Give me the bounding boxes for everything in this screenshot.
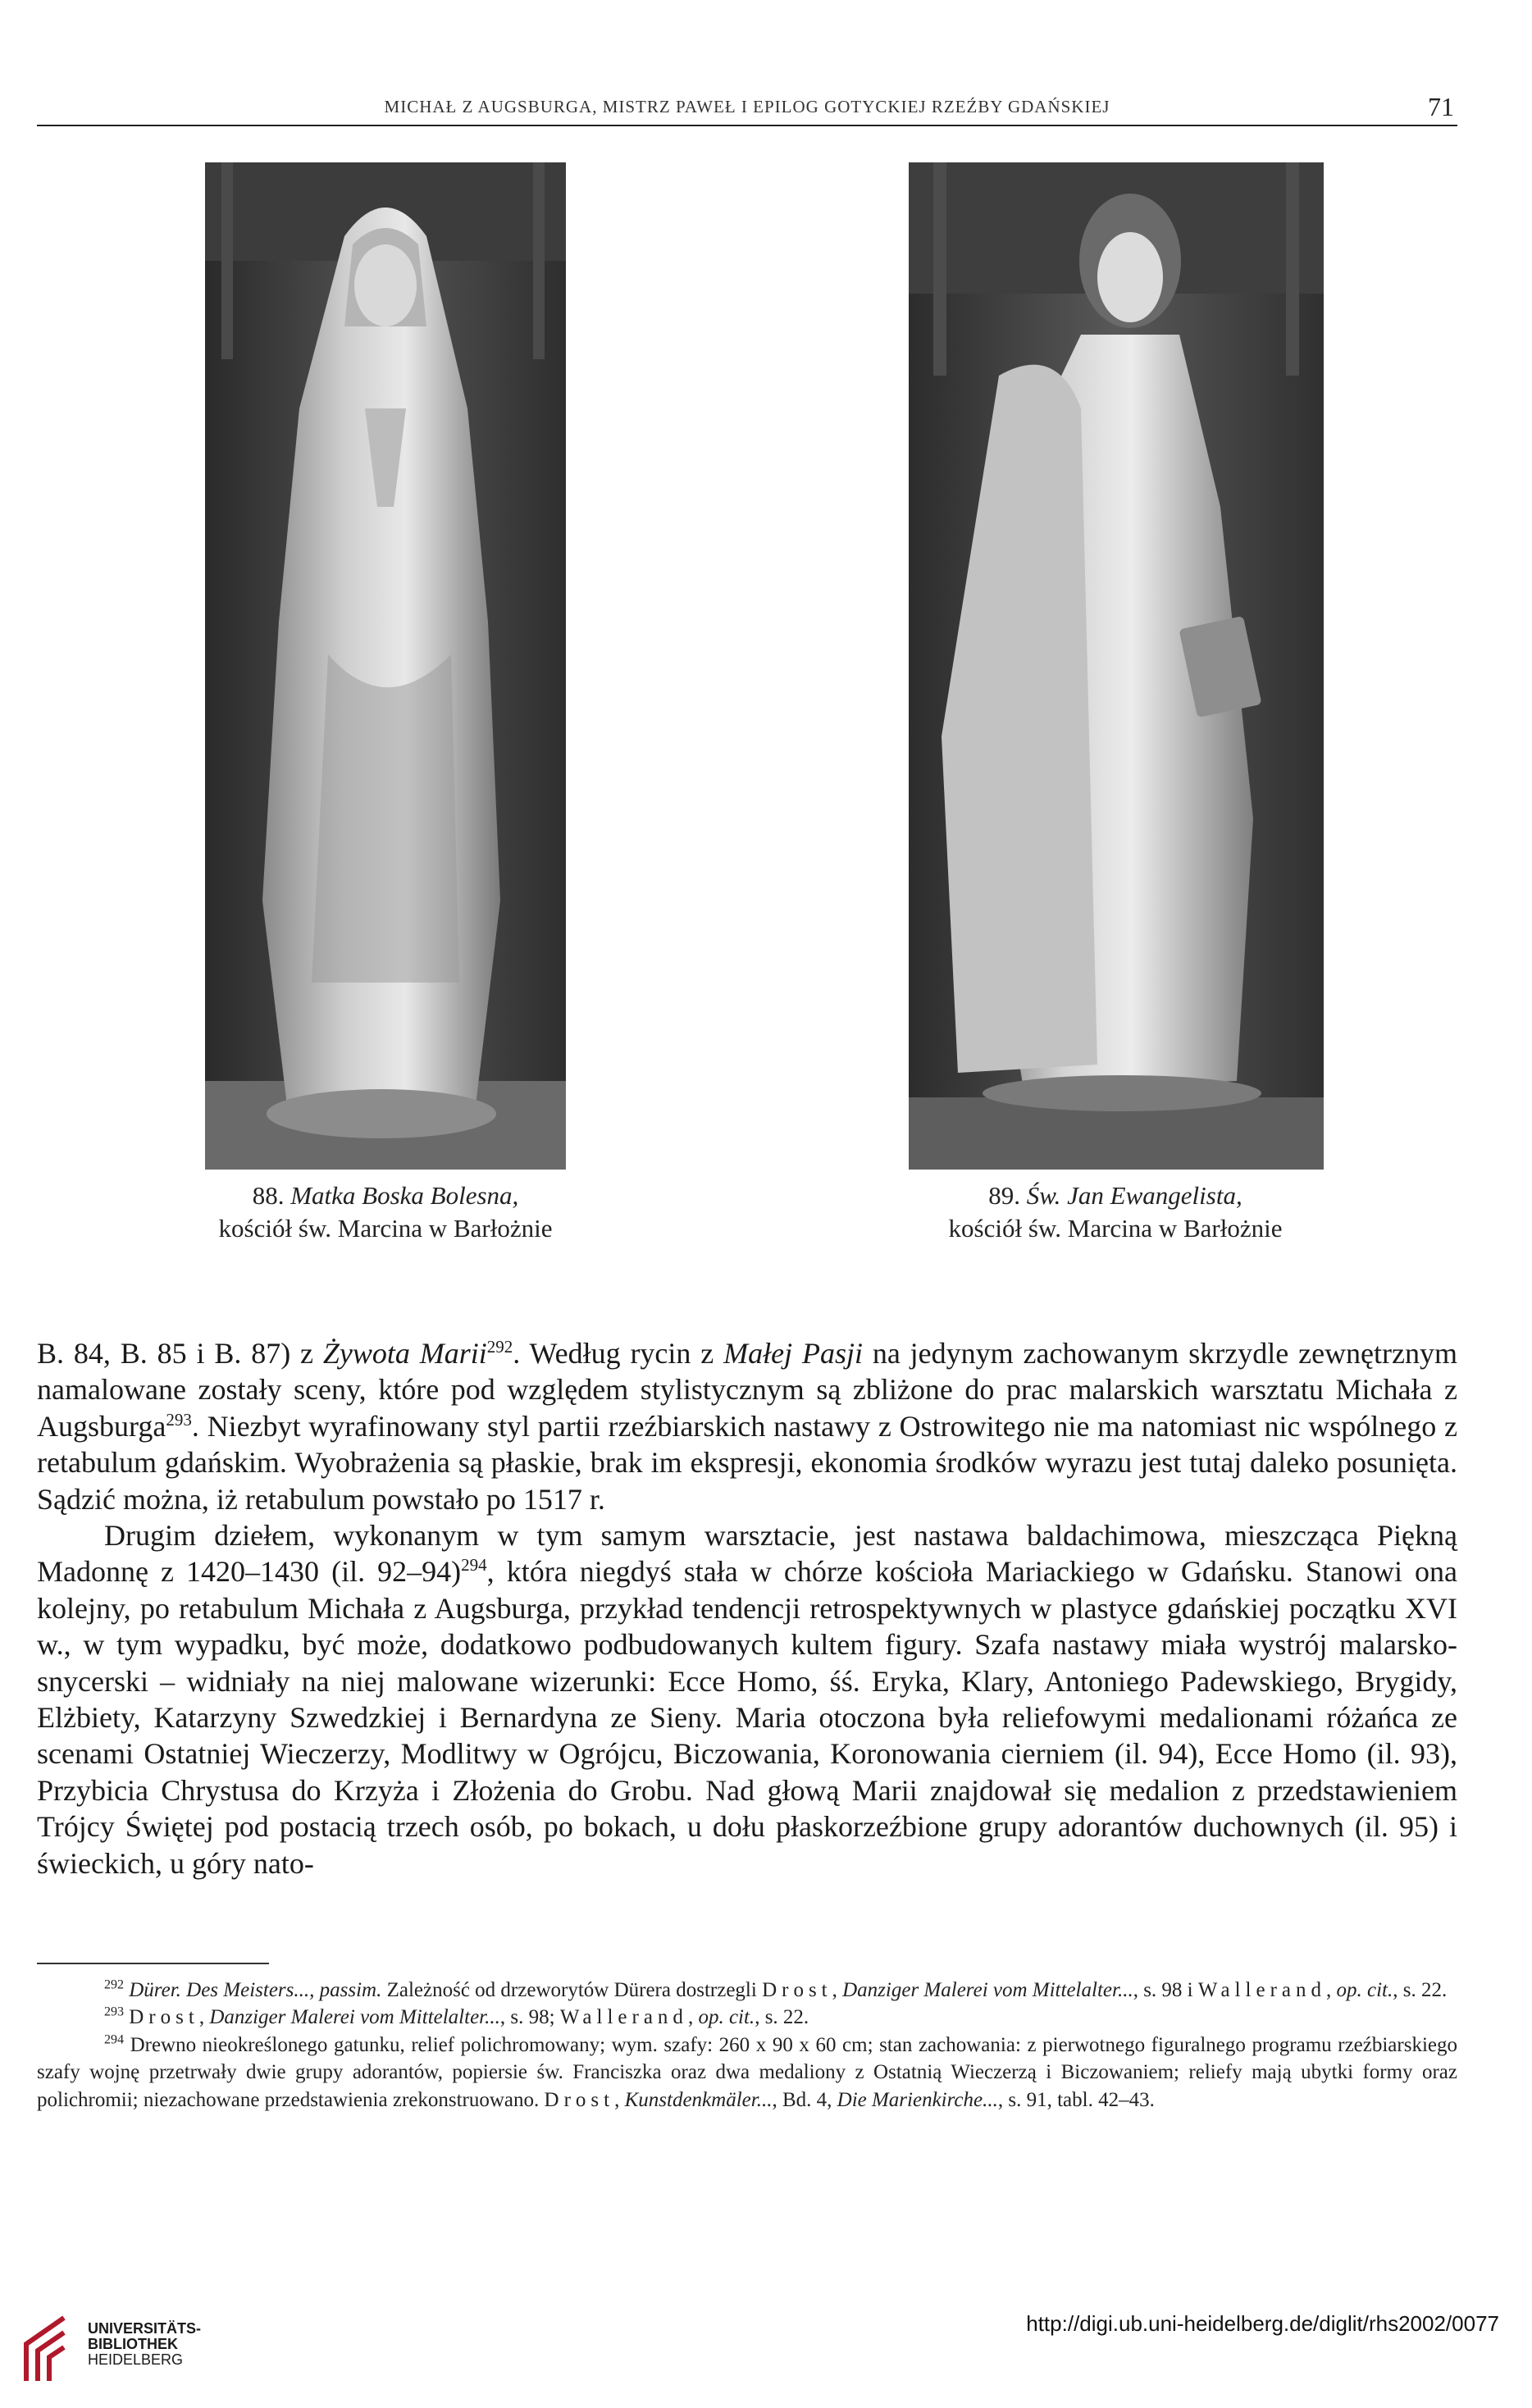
footnotes <box>37 1977 1457 2114</box>
footnote-293-number: 293 <box>104 2005 124 2020</box>
library-name-line-3: HEIDELBERG <box>88 2351 184 2368</box>
fn292-e: Danziger Malerei vom Mittelalter... <box>842 1979 1133 2001</box>
library-name-line-2: BIBLIOTHEK <box>88 2336 178 2352</box>
p1-title-mala-pasja: Małej Pasji <box>723 1337 863 1370</box>
fn294-f: Die Marienkirche... <box>837 2088 998 2111</box>
figure-89-title-prefix: Św. <box>1026 1181 1061 1210</box>
p1-title-zywot: Żywota Marii <box>322 1337 487 1370</box>
figure-88-photo <box>205 162 566 1170</box>
footnote-ref-293[interactable]: 293 <box>166 1409 192 1430</box>
footnote-292-number: 292 <box>104 1977 124 1992</box>
fn294-a: Drewno nieokreślonego gatunku, relief polichromowany; wym. szafy: 260 x 90 x 60 cm; stan zachowania: z pierwotnego figuralnego programu rzeźbiarskiego szafy wojnę przetrwały dwie grupy adorantów, popiersie św. Franciszka oraz dwa medaliony z Ostatnią Wieczerzą i Biczowaniem; reliefy mają ubytki formy oraz polichromii; niezachowane przedstawienia zrekonstruowano. <box>37 2033 1457 2111</box>
footnote-rule <box>37 1963 269 1964</box>
statue-mourning-virgin-image <box>205 162 566 1170</box>
fn292-i: op. cit. <box>1336 1979 1393 2001</box>
p2-text-a: Drugim dziełem, wykonanym w tym samym warsztacie, jest nastawa baldachimowa, mieszcząca Piękną Madonnę z 1420–1430 (il. 92–94) <box>37 1519 1457 1589</box>
fn293-g: op. cit. <box>698 2006 755 2029</box>
figure-89-photo <box>909 162 1324 1170</box>
fn293-f: , <box>687 2006 699 2029</box>
figure-88-title: Matka Boska Bolesna, <box>290 1181 519 1210</box>
header-rule <box>37 125 1457 126</box>
statue-saint-john-image <box>909 162 1324 1170</box>
figure-88-title-line <box>164 1179 607 1212</box>
footnote-ref-292[interactable]: 292 <box>486 1337 513 1357</box>
fn294-g: , s. 91, tabl. 42–43. <box>997 2088 1155 2111</box>
figure-89-title: Jan Ewangelista, <box>1067 1181 1242 1210</box>
paragraph-2 <box>37 1517 1457 1881</box>
footnote-292 <box>37 1977 1457 2004</box>
footnote-293 <box>37 2004 1457 2031</box>
fn292-d: , <box>832 1979 843 2001</box>
fn293-c: Danziger Malerei vom Mittelalter... <box>209 2006 500 2029</box>
fn293-b: , <box>198 2006 210 2029</box>
fn292-author-wallerand: Wallerand <box>1197 1979 1326 2001</box>
fn292-h: , <box>1326 1979 1337 2001</box>
fn292-f: , s. 98 i <box>1133 1979 1198 2001</box>
p1-text-c: . Według rycin z <box>513 1337 724 1370</box>
figure-89-title-line <box>869 1179 1361 1212</box>
library-name-line-1: UNIVERSITÄTS- <box>88 2320 202 2337</box>
fn292-j: , s. 22. <box>1393 1979 1448 2001</box>
fn294-c: , <box>614 2088 625 2111</box>
figure-88-number: 88. <box>252 1181 285 1210</box>
source-url-link[interactable]: http://digi.ub.uni-heidelberg.de/diglit/rhs2002/0077 <box>1026 2311 1499 2336</box>
figure-89-number: 89. <box>988 1181 1021 1210</box>
page-number: 71 <box>1428 92 1454 121</box>
fn293-author-wallerand: Wallerand <box>559 2006 688 2029</box>
fn293-author-drost: Drost <box>129 2006 199 2029</box>
fn294-author-drost: Drost <box>544 2088 615 2111</box>
p1-text-e: na jedynym zachowanym skrzydle zewnętrznym namalowane zostały sceny, które pod względem stylistycznym są zbliżone do prac malarskich warsztatu Michała z Augsburga <box>37 1337 1458 1443</box>
figure-89-place: kościół św. Marcina w Barłożnie <box>948 1214 1283 1243</box>
running-title: MICHAŁ Z AUGSBURGA, MISTRZ PAWEŁ I EPILOG GOTYCKIEJ RZEŹBY GDAŃSKIEJ <box>384 97 1110 116</box>
fn294-e: , Bd. 4, <box>772 2088 837 2111</box>
footnote-294-number: 294 <box>104 2032 124 2047</box>
figure-89-caption <box>869 1179 1361 1245</box>
fn292-b: Zależność od drzeworytów Dürera dostrzegli <box>381 1979 763 2001</box>
figure-88-caption <box>164 1179 607 1245</box>
p1-text-f: . Niezbyt wyrafinowany styl partii rzeźbiarskich nastawy z Ostrowitego nie ma natomiast nic wspólnego z retabulum gdańskim. Wyobrażenia są płaskie, brak im ekspresji, ekonomia środków wyrazu jest tutaj daleko posunięta. Sądzić można, iż retabulum powstało po 1517 r. <box>37 1409 1457 1516</box>
footnote-ref-294[interactable]: 294 <box>461 1555 487 1576</box>
paragraph-1 <box>37 1335 1457 1517</box>
fn293-d: , s. 98; <box>499 2006 560 2029</box>
fn294-d: Kunstdenkmäler... <box>624 2088 773 2111</box>
library-name <box>88 2321 201 2368</box>
footnote-294 <box>37 2032 1457 2114</box>
fn292-a: Dürer. Des Meisters..., passim. <box>129 1979 382 2001</box>
p2-text-b: , która niegdyś stała w chórze kościoła Mariackiego w Gdańsku. Stanowi ona kolejny, po retabulum Michała z Augsburga, przykład tendencji retrospektywnych w plastyce gdańskiej początku XVI w., w tym wypadku, być może, dodatkowo podbudowanych kultem figury. Szafa nastawy miała wystrój malarsko-snycerski – widniały na niej malowane wizerunki: Ecce Homo, śś. Eryka, Klary, Antoniego Padewskiego, Brygidy, Elżbiety, Katarzyny Szwedzkiej i Bernardyna ze Sieny. Maria otoczona była reliefowymi medalionami różańca ze scenami Ostatniej Wieczerzy, Modlitwy w Ogrójcu, Biczowania, Koronowania cierniem (il. 94), Ecce Homo (il. 93), Przybicia Chrystusa do Krzyża i Złożenia do Grobu. Nad głową Marii znajdował się medalion z przedstawieniem Trójcy Świętej pod postacią trzech osób, po bokach, u dołu płaskorzeźbione grupy adorantów duchownych (il. 95) i świeckich, u góry nato- <box>37 1555 1457 1880</box>
body-text <box>37 1335 1457 1881</box>
fn293-h: , s. 22. <box>755 2006 809 2029</box>
p1-text-a: B. 84, B. 85 i B. 87) z <box>37 1337 323 1370</box>
figure-88-place: kościół św. Marcina w Barłożnie <box>218 1214 553 1243</box>
fn292-author-drost: Drost <box>762 1979 832 2001</box>
